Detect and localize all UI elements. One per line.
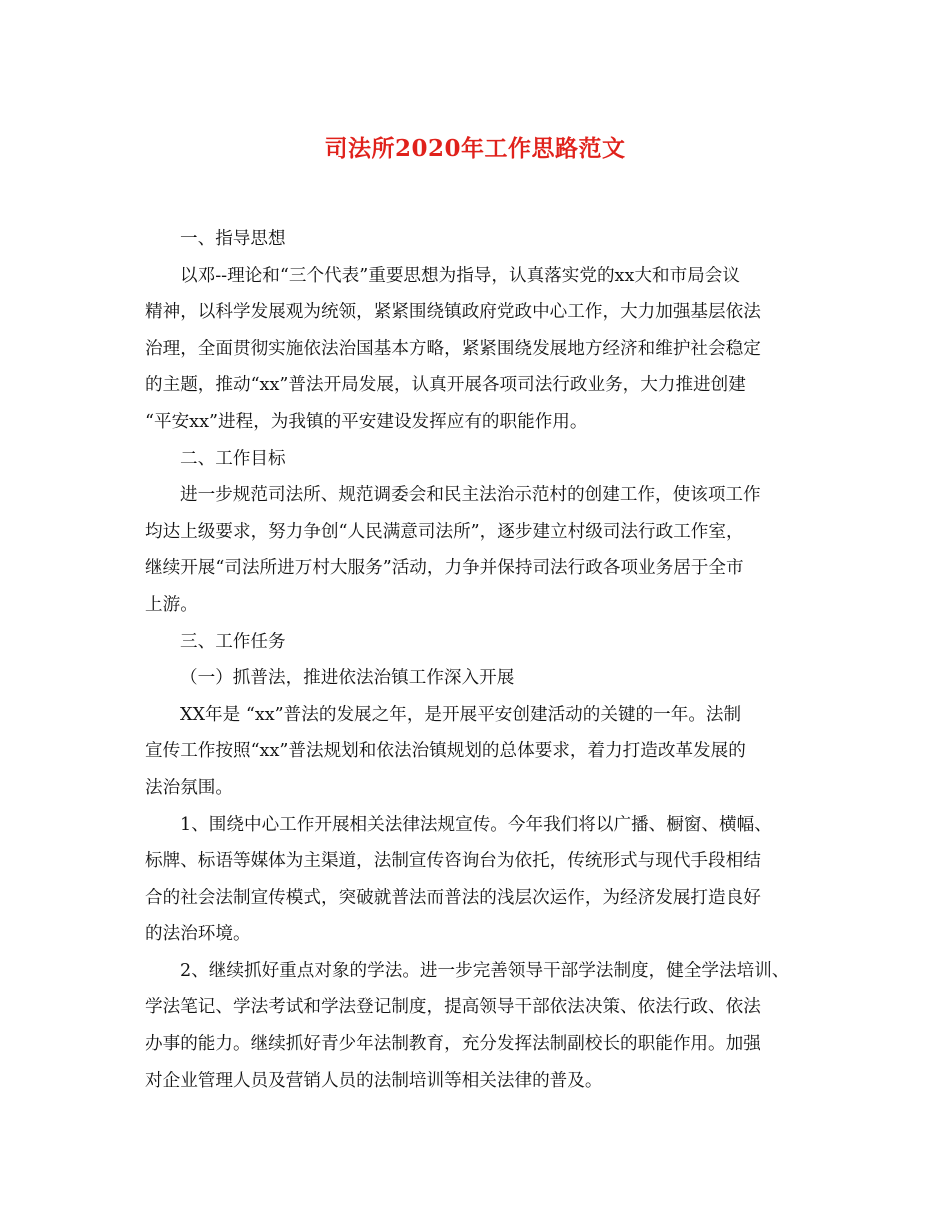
body-line: 治理，全面贯彻实施依法治国基本方略，紧紧围绕发展地方经济和维护社会稳定 <box>145 338 761 359</box>
body-line: 标牌、标语等媒体为主渠道，法制宣传咨询台为依托，传统形式与现代手段相结 <box>145 851 761 872</box>
body-line: 上游。 <box>145 594 198 615</box>
document-body <box>145 221 815 1099</box>
body-line: 对企业管理人员及营销人员的法制培训等相关法律的普及。 <box>145 1070 603 1091</box>
body-line: 学法笔记、学法考试和学法登记制度，提高领导干部依法决策、依法行政、依法 <box>145 997 761 1018</box>
body-line: 办事的能力。继续抓好青少年法制教育，充分发挥法制副校长的职能作用。加强 <box>145 1034 761 1055</box>
body-line: 的主题，推动“xx”普法开局发展，认真开展各项司法行政业务，大力推进创建 <box>145 375 746 396</box>
body-line: 三、工作任务 <box>180 631 286 652</box>
body-line: 以邓--理论和“三个代表”重要思想为指导，认真落实党的xx大和市局会议 <box>180 265 740 286</box>
document-title: 司法所2020年工作思路范文 <box>324 135 626 162</box>
body-line: 的法治环境。 <box>145 924 251 945</box>
body-line: 法治氛围。 <box>145 777 233 798</box>
body-line: 1、围绕中心工作开展相关法律法规宣传。今年我们将以广播、橱窗、横幅、 <box>180 814 772 835</box>
body-line: 宣传工作按照“xx”普法规划和依法治镇规划的总体要求，着力打造改革发展的 <box>145 741 746 762</box>
body-line: 进一步规范司法所、规范调委会和民主法治示范村的创建工作，使该项工作 <box>180 485 761 506</box>
body-line: 继续开展“司法所进万村大服务”活动，力争并保持司法行政各项业务居于全市 <box>145 558 744 579</box>
body-line: 合的社会法制宣传模式，突破就普法而普法的浅层次运作，为经济发展打造良好 <box>145 887 761 908</box>
body-line: 精神，以科学发展观为统领，紧紧围绕镇政府党政中心工作，大力加强基层依法 <box>145 302 761 323</box>
body-line: 均达上级要求，努力争创“人民满意司法所”，逐步建立村级司法行政工作室， <box>145 521 744 542</box>
body-line: “平安xx”进程，为我镇的平安建设发挥应有的职能作用。 <box>145 411 588 432</box>
body-line: XX年是 “xx”普法的发展之年，是开展平安创建活动的关键的一年。法制 <box>180 704 742 725</box>
body-line: 二、工作目标 <box>180 448 286 469</box>
body-line: 2、继续抓好重点对象的学法。进一步完善领导干部学法制度，健全学法培训、 <box>180 960 790 981</box>
body-line: （一）抓普法，推进依法治镇工作深入开展 <box>180 668 515 689</box>
body-line: 一、指导思想 <box>180 229 286 249</box>
